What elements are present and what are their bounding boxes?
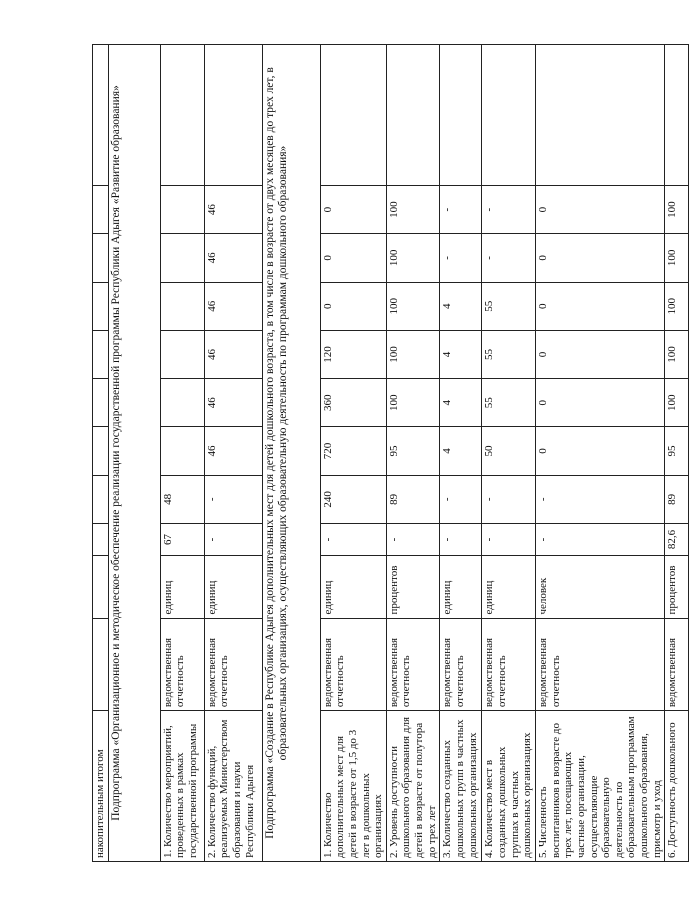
data-source: ведомственная отчетность: [386, 618, 440, 711]
data-source: ведомственная отчетность: [204, 618, 262, 711]
unit: единиц: [160, 556, 204, 618]
value-cell: 360: [320, 379, 386, 427]
table-row: [535, 45, 664, 862]
value-cell: 100: [665, 185, 689, 233]
subprogram-2-rows: [320, 45, 689, 862]
indicator-name: 2. Уровень доступности дошкольного образования для детей в возрасте от полутора до трех лет: [386, 711, 440, 862]
value-cell: 46: [204, 330, 262, 378]
subprogram-header-row: [108, 45, 160, 862]
empty-cell: [665, 45, 689, 186]
value-cell: -: [440, 475, 482, 523]
unit: человек: [535, 556, 664, 618]
value-cell: 55: [482, 379, 536, 427]
table-row: [160, 45, 204, 862]
value-cell: 0: [320, 282, 386, 330]
value-cell: 0: [320, 185, 386, 233]
value-cell: -: [482, 185, 536, 233]
value-cell: 100: [665, 282, 689, 330]
value-cell: 89: [386, 475, 440, 523]
value-cell: 67: [160, 523, 204, 555]
empty-cell: [386, 45, 440, 186]
value-cell: 46: [204, 185, 262, 233]
subprogram-1-rows: [160, 45, 262, 862]
unit: единиц: [440, 556, 482, 618]
subprogram-2-title: Подпрограмма «Создание в Республике Адыгея дополнительных мест для детей дошкольного возраста, в том числе в возрасте от двух месяцев до трех лет, в образовательных организациях, осуществляющих образовательную деятельность по программам дошкольного образования»: [262, 45, 320, 862]
subprogram-header-row: [262, 45, 320, 862]
empty-cell: [440, 45, 482, 186]
value-cell: 100: [665, 234, 689, 282]
empty-cell: [482, 45, 536, 186]
empty-cell: [204, 45, 262, 186]
value-cell: 46: [204, 427, 262, 475]
value-cell: 100: [386, 282, 440, 330]
value-cell: [160, 379, 204, 427]
value-cell: 0: [535, 185, 664, 233]
value-cell: [160, 282, 204, 330]
value-cell: -: [386, 523, 440, 555]
value-cell: 82,6: [665, 523, 689, 555]
data-source: ведомственная отчетность: [160, 618, 204, 711]
value-cell: 0: [535, 234, 664, 282]
table-row: [440, 45, 482, 862]
value-cell: [160, 185, 204, 233]
value-cell: -: [320, 523, 386, 555]
data-source: ведомственная отчетность: [535, 618, 664, 711]
subprogram-1-title: Подпрограмма «Организационное и методическое обеспечение реализации государственной программы Республики Адыгея «Развитие образования»: [108, 45, 160, 862]
value-cell: 55: [482, 330, 536, 378]
unit: единиц: [482, 556, 536, 618]
empty-cell: [160, 45, 204, 186]
table-row: [204, 45, 262, 862]
value-cell: 100: [386, 330, 440, 378]
value-cell: 0: [320, 234, 386, 282]
indicator-name: 1. Количество мероприятий, проведенных в рамках государственной программы: [160, 711, 204, 862]
unit: единиц: [204, 556, 262, 618]
table-row: [665, 45, 689, 862]
indicator-name: 2. Количество функций, реализуемых Министерством образования и науки Республики Адыгея: [204, 711, 262, 862]
indicator-name: 5. Численность воспитанников в возрасте до трех лет, посещающих частные организации, осуществляющие образовательную деятельность по образовательным программам дошкольного образования, присмотр и уход: [535, 711, 664, 862]
indicators-table: [92, 44, 689, 862]
value-cell: 4: [440, 427, 482, 475]
empty-cell: [320, 45, 386, 186]
indicator-name: 1. Количество дополнительных мест для детей в возрасте от 1,5 до 3 лет в дошкольных организациях: [320, 711, 386, 862]
value-cell: 240: [320, 475, 386, 523]
value-cell: 4: [440, 330, 482, 378]
value-cell: -: [440, 185, 482, 233]
indicator-name: 6. Доступность дошкольного: [665, 711, 689, 862]
value-cell: 95: [665, 427, 689, 475]
table-row: [320, 45, 386, 862]
value-cell: 46: [204, 282, 262, 330]
value-cell: 100: [386, 234, 440, 282]
value-cell: -: [440, 234, 482, 282]
value-cell: -: [535, 523, 664, 555]
data-source: ведомственная: [665, 618, 689, 711]
rotated-table-container: [92, 44, 679, 862]
unit: процентов: [386, 556, 440, 618]
value-cell: -: [482, 475, 536, 523]
value-cell: 46: [204, 234, 262, 282]
empty-cell: [535, 45, 664, 186]
indicator-name: 3. Количество созданных дошкольных групп в частных дошкольных организациях: [440, 711, 482, 862]
value-cell: -: [440, 523, 482, 555]
value-cell: 50: [482, 427, 536, 475]
indicator-name: 4. Количество мест в созданных дошкольных группах в частных дошкольных организациях: [482, 711, 536, 862]
value-cell: 120: [320, 330, 386, 378]
data-source: ведомственная отчетность: [440, 618, 482, 711]
value-cell: [160, 330, 204, 378]
continuation-label: накопительным итогом: [93, 711, 109, 862]
value-cell: -: [482, 234, 536, 282]
value-cell: -: [204, 523, 262, 555]
value-cell: 100: [386, 185, 440, 233]
value-cell: 48: [160, 475, 204, 523]
value-cell: 0: [535, 282, 664, 330]
value-cell: 95: [386, 427, 440, 475]
table-row-continuation: [93, 45, 109, 862]
value-cell: 720: [320, 427, 386, 475]
value-cell: -: [204, 475, 262, 523]
value-cell: 100: [386, 379, 440, 427]
value-cell: 0: [535, 427, 664, 475]
value-cell: -: [535, 475, 664, 523]
data-source: ведомственная отчетность: [320, 618, 386, 711]
value-cell: 89: [665, 475, 689, 523]
value-cell: 100: [665, 379, 689, 427]
value-cell: 100: [665, 330, 689, 378]
data-source: ведомственная отчетность: [482, 618, 536, 711]
value-cell: -: [482, 523, 536, 555]
value-cell: [160, 427, 204, 475]
value-cell: 4: [440, 282, 482, 330]
table-row: [386, 45, 440, 862]
unit: единиц: [320, 556, 386, 618]
table-row: [482, 45, 536, 862]
value-cell: 46: [204, 379, 262, 427]
value-cell: [160, 234, 204, 282]
unit: процентов: [665, 556, 689, 618]
value-cell: 4: [440, 379, 482, 427]
value-cell: 0: [535, 379, 664, 427]
value-cell: 55: [482, 282, 536, 330]
value-cell: 0: [535, 330, 664, 378]
